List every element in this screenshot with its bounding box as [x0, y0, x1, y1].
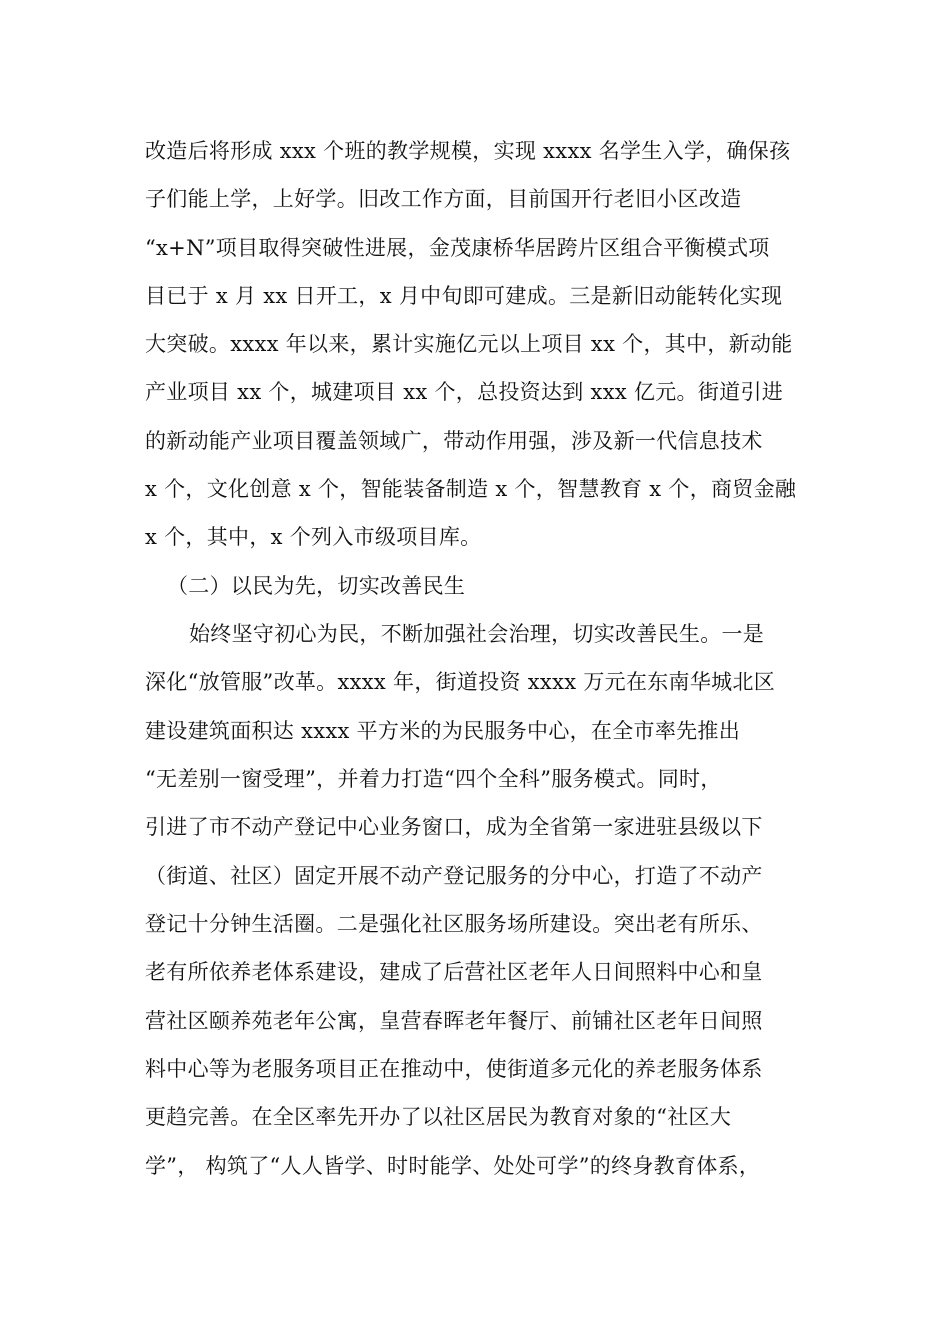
text-line: 登记十分钟生活圈。二是强化社区服务场所建设。突出老有所乐、 [145, 912, 763, 936]
text-line: “无差别一窗受理”，并着力打造“四个全科”服务模式。同时， [145, 767, 722, 791]
text-line: x 个，其中，x 个列入市级项目库。 [145, 525, 482, 549]
text-line: 深化“放管服”改革。xxxx 年，街道投资 xxxx 万元在东南华城北区 [145, 670, 776, 694]
text-line: 引进了市不动产登记中心业务窗口，成为全省第一家进驻县级以下 [145, 815, 763, 839]
text-line: 老有所依养老体系建设，建成了后营社区老年人日间照料中心和皇 [145, 960, 763, 984]
text-line: 学”， 构筑了“人人皆学、时时能学、处处可学”的终身教育体系， [145, 1154, 761, 1178]
text-line: 营社区颐养苑老年公寓，皇营春晖老年餐厅、前铺社区老年日间照 [145, 1009, 763, 1033]
text-line: 的新动能产业项目覆盖领域广，带动作用强，涉及新一代信息技术 [145, 429, 763, 453]
text-line: 大突破。xxxx 年以来，累计实施亿元以上项目 xx 个，其中，新动能 [145, 332, 793, 356]
text-line: 料中心等为老服务项目正在推动中，使街道多元化的养老服务体系 [145, 1057, 763, 1081]
text-line: （街道、社区）固定开展不动产登记服务的分中心，打造了不动产 [145, 864, 763, 888]
text-line: 子们能上学，上好学。旧改工作方面，目前国开行老旧小区改造 [145, 187, 742, 211]
text-line: 目已于 x 月 xx 日开工，x 月中旬即可建成。三是新旧动能转化实现 [145, 284, 783, 308]
text-line: “x+N”项目取得突破性进展，金茂康桥华居跨片区组合平衡模式项 [145, 236, 770, 260]
text-line: 建设建筑面积达 xxxx 平方米的为民服务中心，在全市率先推出 [145, 719, 741, 743]
paragraph-first-line: 始终坚守初心为民，不断加强社会治理，切实改善民生。一是 [189, 622, 765, 646]
text-line: 产业项目 xx 个，城建项目 xx 个，总投资达到 xxx 亿元。街道引进 [145, 380, 784, 404]
text-line: 更趋完善。在全区率先开办了以社区居民为教育对象的“社区大 [145, 1105, 732, 1129]
text-line: x 个，文化创意 x 个，智能装备制造 x 个，智慧教育 x 个，商贸金融 [145, 477, 797, 501]
text-line: 改造后将形成 xxx 个班的教学规模，实现 xxxx 名学生入学，确保孩 [145, 139, 791, 163]
section-heading: （二）以民为先，切实改善民生 [167, 574, 466, 598]
